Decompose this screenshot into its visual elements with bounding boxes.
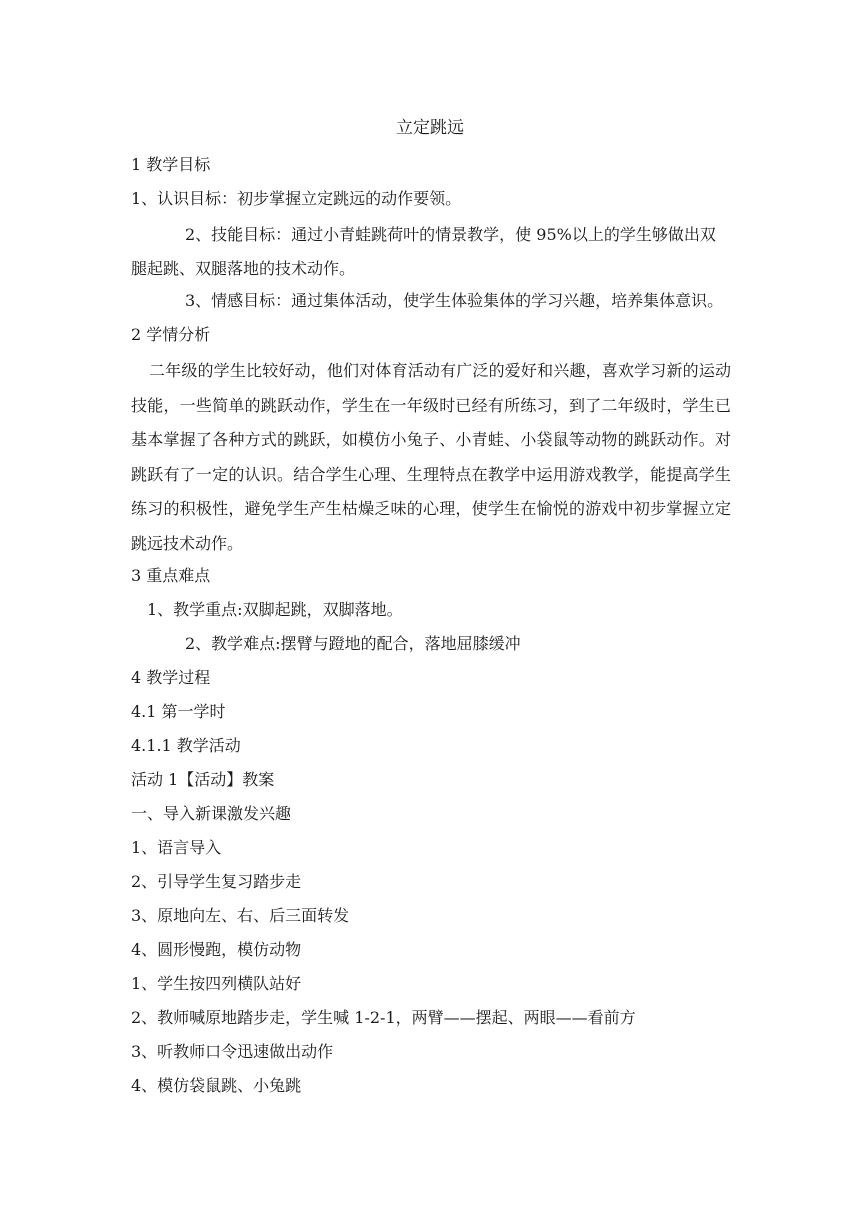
- step-item: 3、原地向左、右、后三面转发: [131, 906, 350, 925]
- step-item: 1、语言导入: [131, 838, 222, 857]
- document-title: 立定跳远: [396, 118, 464, 138]
- step-item: 4、模仿袋鼠跳、小兔跳: [131, 1076, 302, 1095]
- goal-skill: 2、技能目标：通过小青蛙跳荷叶的情景教学，使 95%以上的学生够做出双腿起跳、双腿落地的技术动作。: [131, 225, 716, 278]
- step-item: 4、圆形慢跑，模仿动物: [131, 940, 302, 959]
- subsection-teaching-activity: 4.1.1 教学活动: [131, 736, 241, 755]
- step-item: 2、引导学生复习踏步走: [131, 872, 302, 891]
- subsection-first-period: 4.1 第一学时: [131, 702, 226, 721]
- section-heading-goals: 1 教学目标: [131, 155, 211, 174]
- goal-emotional: 3、情感目标：通过集体活动，使学生体验集体的学习兴趣，培养集体意识。: [185, 291, 724, 310]
- key-point: 1、教学重点:双脚起跳，双脚落地。: [147, 600, 403, 619]
- document-body: [131, 150, 731, 1105]
- section-heading-process: 4 教学过程: [131, 668, 211, 687]
- step-item: 2、教师喊原地踏步走，学生喊 1-2-1，两臂——摆起、两眼——看前方: [131, 1008, 636, 1027]
- step-item: 3、听教师口令迅速做出动作: [131, 1042, 334, 1061]
- section-heading-key-points: 3 重点难点: [131, 566, 211, 585]
- step-item: 1、学生按四列横队站好: [131, 974, 302, 993]
- activity-heading: 活动 1【活动】教案: [131, 770, 275, 789]
- difficulty-point: 2、教学难点:摆臂与蹬地的配合，落地屈膝缓冲: [185, 634, 521, 653]
- part-heading-intro: 一、导入新课激发兴趣: [131, 804, 292, 823]
- goal-cognitive: 1、认识目标：初步掌握立定跳远的动作要领。: [131, 189, 462, 208]
- analysis-paragraph: 二年级的学生比较好动，他们对体育活动有广泛的爱好和兴趣，喜欢学习新的运动技能，一些简单的跳跃动作，学生在一年级时已经有所练习，到了二年级时，学生已基本掌握了各种方式的跳跃，如模仿小兔子、小青蛙、小袋鼠等动物的跳跃动作。对跳跃有了一定的认识。结合学生心理、生理特点在教学中运用游戏教学，能提高学生练习的积极性，避免学生产生枯燥乏味的心理，使学生在愉悦的游戏中初步掌握立定跳远技术动作。: [131, 361, 731, 553]
- section-heading-analysis: 2 学情分析: [131, 325, 211, 344]
